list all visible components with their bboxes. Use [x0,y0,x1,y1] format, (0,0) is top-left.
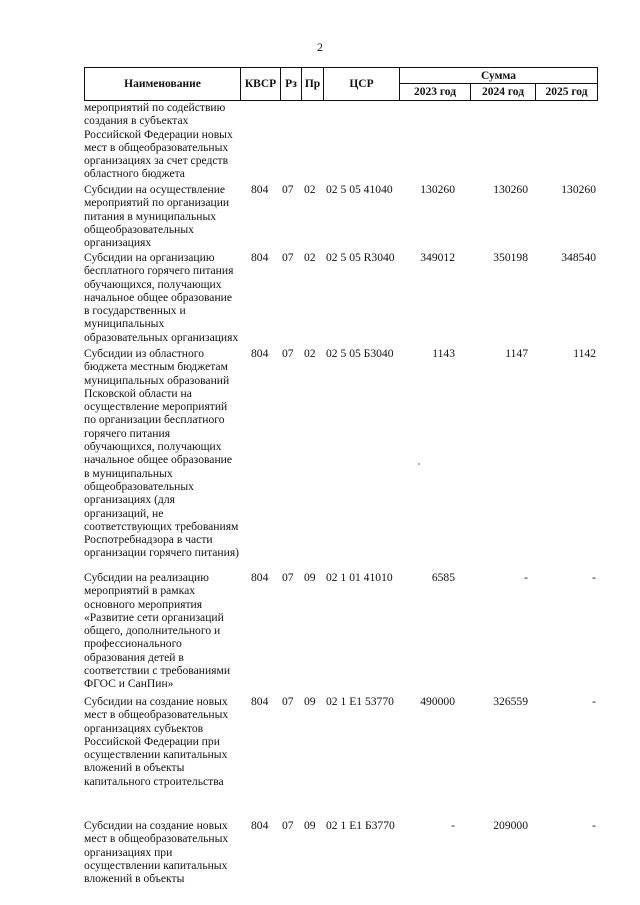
cell-2024: 350198 [493,251,528,264]
table-body [84,101,604,885]
cell-pr: 02 [304,251,316,264]
cell-csr: 02 5 05 R3040 [326,251,395,264]
cell-rz: 07 [282,695,294,708]
table-row [84,347,604,571]
cell-2024: 326559 [493,695,528,708]
cell-csr: 02 1 01 41010 [326,571,393,584]
row-name: Субсидии на создание новых мест в общеобразовательных организациях при осуществлении капитальных вложений в объекты [84,819,229,886]
cell-rz: 07 [282,251,294,264]
row-name: Субсидии на организацию бесплатного горячего питания обучающихся, получающих начальное общее образование в государственных и муниципальных образовательных организациях [84,251,239,344]
cell-2025: 1142 [573,347,596,360]
header-kvsr: КВСР [241,68,281,100]
cell-2025: 130260 [561,183,596,196]
header-rz: Рз [281,68,302,100]
header-csr: ЦСР [324,68,400,100]
row-name: Субсидии на осуществление мероприятий по организации питания в муниципальных общеобразовательных организациях [84,183,230,250]
cell-2023: 349012 [420,251,455,264]
scan-speck [418,463,420,465]
table-row [84,819,604,885]
cell-2025: - [592,695,596,708]
cell-pr: 02 [304,183,316,196]
cell-2024: 130260 [493,183,528,196]
table-row [84,183,604,251]
cell-kvsr: 804 [251,819,269,832]
cell-pr: 09 [304,695,316,708]
cell-rz: 07 [282,347,294,360]
cell-kvsr: 804 [251,347,269,360]
cell-rz: 07 [282,571,294,584]
cell-rz: 07 [282,819,294,832]
cell-pr: 09 [304,571,316,584]
cell-kvsr: 804 [251,571,269,584]
cell-2023: - [451,819,455,832]
cell-pr: 09 [304,819,316,832]
cell-2023: 130260 [420,183,455,196]
header-pr: Пр [302,68,324,100]
row-name: Субсидии из областного бюджета местным бюджетам муниципальных образований Псковской области на осуществление мероприятий по организации бесплатного горячего питания обучающихся, получающих начальное общее образование в муниципальных общеобразовательных организациях (для организаций, не соответствующих требованиям Роспотребнадзора в части организации горячего питания) [84,347,240,560]
cell-2024: 209000 [493,819,528,832]
row-name: Субсидии на создание новых мест в общеобразовательных организациях субъектов Российской Федерации при осуществлении капитальных вложений в объекты капитального строительства [84,695,229,788]
cell-kvsr: 804 [251,183,269,196]
cell-2023: 6585 [431,571,455,584]
cell-kvsr: 804 [251,695,269,708]
cell-pr: 02 [304,347,316,360]
cell-csr: 02 5 05 Б3040 [326,347,394,360]
table-row [84,695,604,819]
cell-2023: 490000 [420,695,455,708]
cell-csr: 02 1 E1 Б3770 [326,819,395,832]
header-year-2023: 2023 год [400,84,471,100]
cell-rz: 07 [282,183,294,196]
table-row [84,101,604,183]
header-year-2024: 2024 год [471,84,536,100]
header-name: Наименование [85,68,241,100]
cell-csr: 02 1 E1 53770 [326,695,394,708]
header-sum: Сумма [400,68,597,84]
page-number: 2 [317,40,323,54]
header-year-2025: 2025 год [545,86,588,98]
cell-2024: 1147 [505,347,528,360]
cell-2025: - [592,819,596,832]
cell-2025: 348540 [561,251,596,264]
table-header [84,67,598,101]
table-row [84,251,604,347]
cell-2024: - [524,571,528,584]
cell-2025: - [592,571,596,584]
cell-2023: 1143 [432,347,455,360]
row-name: Субсидии на реализацию мероприятий в рамках основного мероприятия «Развитие сети организаций общего, дополнительного и профессионального образования детей в соответствии с требованиями ФГОС и СанПин» [84,571,231,691]
cell-csr: 02 5 05 41040 [326,183,393,196]
row-name: мероприятий по содействию создания в субъектах Российской Федерации новых мест в общеобразовательных организациях за счет средств областного бюджета [84,101,233,181]
table-row [84,571,604,695]
cell-kvsr: 804 [251,251,269,264]
